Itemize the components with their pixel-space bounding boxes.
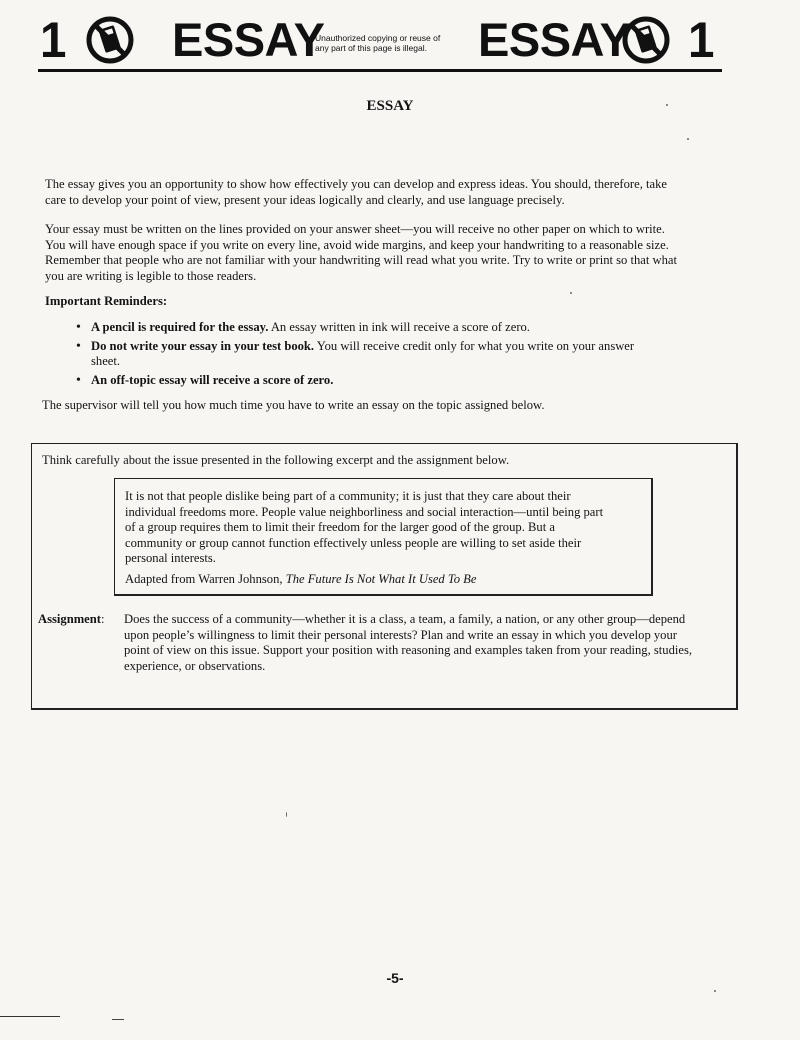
- reminders-heading: Important Reminders:: [45, 294, 168, 308]
- page-number: -5-: [386, 970, 404, 986]
- excerpt-source: Adapted from Warren Johnson, The Future Is Not What It Used To Be: [125, 572, 477, 586]
- header-title-right: ESSAY: [478, 13, 631, 66]
- header-page-number-right: 1: [688, 12, 715, 68]
- header-title-left: ESSAY: [172, 13, 325, 66]
- list-item: • A pencil is required for the essay. An essay written in ink will receive a score of zero.: [76, 320, 646, 336]
- intro-paragraph-2: Your essay must be written on the lines provided on your answer sheet—you will receive no other paper on which to write. You will have enough space if you write on every line, avoid wide margins, and keep your handwriting to a reasonable size. Remember that people who are not familiar with your handwriting will read what you write. Try to write or print so that what you are writing is legible to those readers.: [45, 222, 677, 283]
- excerpt-text: It is not that people dislike being part of a community; it is just that they care about their individual freedoms more. People value neighborliness and social interaction—until being part of a group requires them to limit their freedom for the larger good of the group. But a community or group cannot function effectively unless people are willing to set aside their personal interests.: [125, 489, 604, 565]
- no-calculator-icon: [86, 16, 134, 69]
- scan-mark: [112, 1019, 124, 1020]
- scan-mark: [0, 1016, 60, 1017]
- assignment-text: Does the success of a community—whether it is a class, a team, a family, a nation, or any other group—depend upon people’s willingness to limit their personal interests? Plan and write an essay in which you develop your point of view on this issue. Support your position with reasoning and examples taken from your reading, studies, experience, or observations.: [124, 612, 693, 673]
- no-calculator-icon: [622, 16, 670, 69]
- header-page-number-left: 1: [40, 12, 67, 68]
- header-rule: [38, 69, 722, 72]
- scan-speck: [687, 138, 689, 140]
- scan-speck: [570, 292, 572, 294]
- scan-speck: [286, 812, 287, 817]
- scan-speck: [714, 990, 716, 992]
- page-title: ESSAY: [366, 98, 414, 114]
- assignment-label: Assignment:: [38, 612, 105, 626]
- copyright-notice: Unauthorized copying or reuse of any part of this page is illegal.: [315, 33, 441, 53]
- list-item: • Do not write your essay in your test book. You will receive credit only for what you write on your answer sheet.: [76, 339, 646, 370]
- scan-speck: [666, 104, 668, 106]
- supervisor-note: The supervisor will tell you how much time you have to write an essay on the topic assigned below.: [42, 398, 545, 412]
- reminders-list: [76, 320, 646, 391]
- intro-paragraph-1: The essay gives you an opportunity to show how effectively you can develop and express ideas. You should, therefore, take care to develop your point of view, present your ideas logically and clearly, and use language precisely.: [45, 177, 667, 207]
- prompt-instruction: Think carefully about the issue presented in the following excerpt and the assignment below.: [42, 453, 510, 467]
- list-item: • An off-topic essay will receive a score of zero.: [76, 373, 646, 389]
